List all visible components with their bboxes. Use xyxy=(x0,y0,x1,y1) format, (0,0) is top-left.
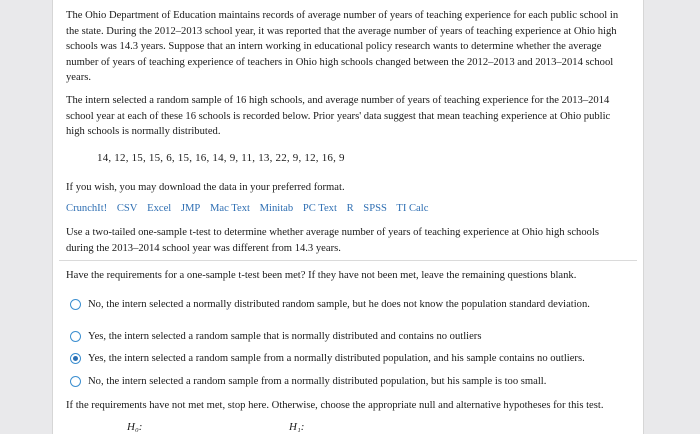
download-link-spss[interactable]: SPSS xyxy=(363,203,387,214)
download-links xyxy=(66,203,435,214)
radio-button-selected[interactable] xyxy=(70,353,81,364)
option-label: No, the intern selected a normally distributed random sample, but he does not know the population standard deviation. xyxy=(88,299,590,310)
download-link-jmp[interactable]: JMP xyxy=(180,203,201,214)
download-link-mac-text[interactable]: Mac Text xyxy=(209,203,250,214)
alternative-hypothesis-label: H₁: xyxy=(289,421,305,433)
divider xyxy=(59,260,637,261)
radio-button[interactable] xyxy=(70,376,81,387)
radio-button[interactable] xyxy=(70,299,81,310)
download-prompt: If you wish, you may download the data in your preferred format. xyxy=(66,182,345,193)
sample-description: The intern selected a random sample of 16 high schools, and average number of years of teaching experience for the 2013–2014 school year at each of these 16 schools is recorded below. Prior years' data suggest that mean teaching experience at Ohio public high schools is normally distributed. xyxy=(66,95,611,138)
option-label: No, the intern selected a random sample from a normally distributed population, but his sample is too small. xyxy=(88,376,547,387)
download-link-ti-calc[interactable]: TI Calc xyxy=(396,203,429,214)
null-hypothesis-label: H₀: xyxy=(127,421,143,433)
download-link-minitab[interactable]: Minitab xyxy=(259,203,294,214)
radio-button[interactable] xyxy=(70,331,81,342)
download-link-csv[interactable]: CSV xyxy=(116,203,138,214)
data-values: 14, 12, 15, 15, 6, 15, 16, 14, 9, 11, 13, 22, 9, 12, 16, 9 xyxy=(97,152,345,164)
followup-text: If the requirements have not met met, stop here. Otherwise, choose the appropriate null and alternative hypotheses for this test. xyxy=(66,400,604,411)
download-link-pc-text[interactable]: PC Text xyxy=(302,203,337,214)
intro-paragraph: The Ohio Department of Education maintains records of average number of years of teaching experience for each public school in the state. During the 2012–2013 school year, it was reported that the average number of years of teaching experience at Ohio high schools was 14.3 years. Suppose that an intern working in educational policy research wants to determine whether the average number of years of teaching experience of teachers in Ohio high schools changed between the 2012–2013 and 2013–2014 school years. xyxy=(66,10,619,84)
question-text: Have the requirements for a one-sample t-test been met? If they have not been met, leave the remaining questions blank. xyxy=(66,270,577,281)
option-label: Yes, the intern selected a random sample from a normally distributed population, and his sample contains no outliers. xyxy=(88,353,585,364)
option-label: Yes, the intern selected a random sample that is normally distributed and contains no outliers xyxy=(88,331,482,342)
download-link-r[interactable]: R xyxy=(346,203,354,214)
download-link-crunchit[interactable]: CrunchIt! xyxy=(66,203,108,214)
download-link-excel[interactable]: Excel xyxy=(147,203,172,214)
task-paragraph: Use a two-tailed one-sample t-test to determine whether average number of years of teaching experience at Ohio high schools during the 2013–2014 school year was different from 14.3 years. xyxy=(66,227,600,254)
question-panel xyxy=(52,0,644,434)
